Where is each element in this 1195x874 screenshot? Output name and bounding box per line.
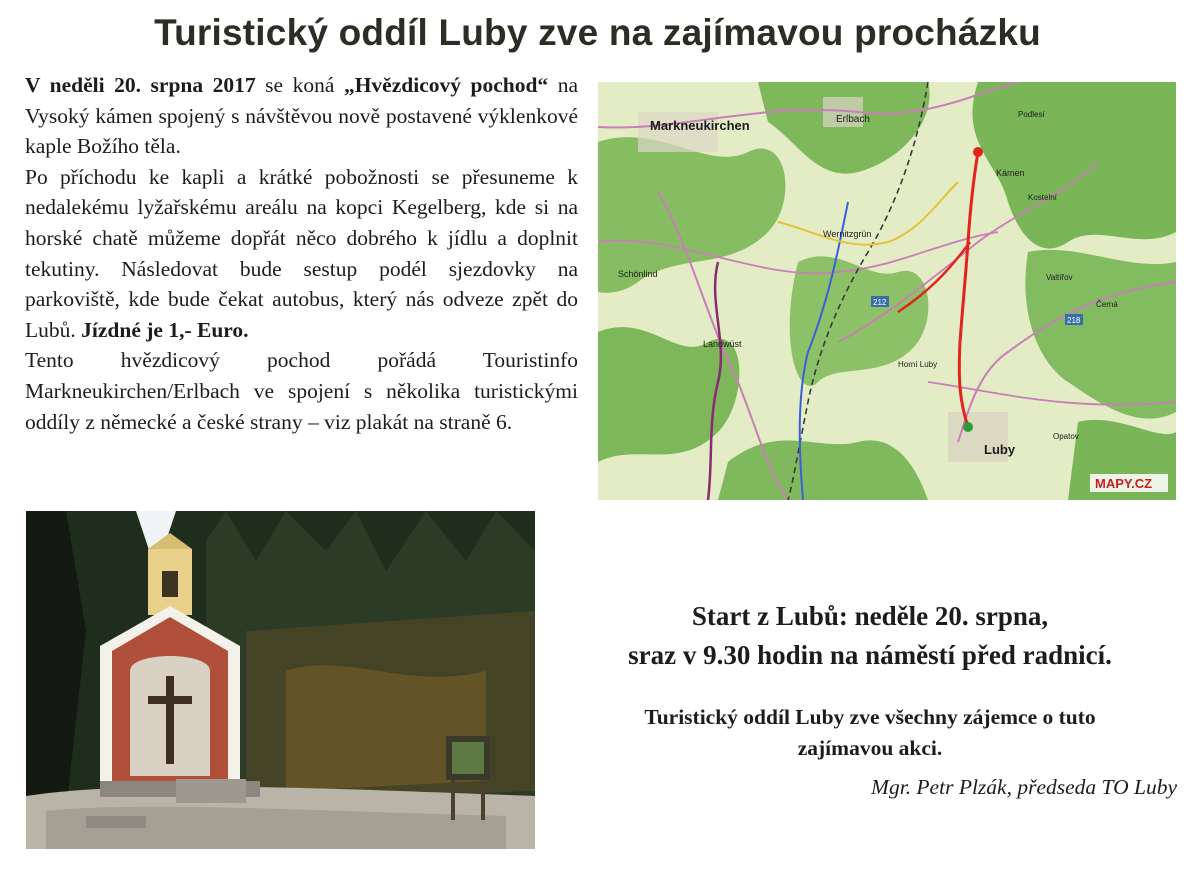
map-label-wernitzgrun: Wernitzgrün xyxy=(823,229,872,239)
map-label-horni-luby: Horní Luby xyxy=(898,360,938,369)
signature: Mgr. Petr Plzák, předseda TO Luby xyxy=(871,775,1177,799)
map-label-luby: Luby xyxy=(984,442,1016,457)
map-logo xyxy=(1090,474,1168,492)
invitation xyxy=(560,702,1180,764)
svg-text:212: 212 xyxy=(873,298,887,307)
text-run: „Hvězdicový pochod“ xyxy=(343,73,549,97)
text-run: V neděli 20. srpna 2017 xyxy=(25,73,256,97)
text-run: Tento hvězdicový pochod pořádá Touristinfo Markneukirchen/Erlbach ve spojení s několika turistickými oddíly z německé a české strany – viz plakát na straně 6. xyxy=(25,348,578,434)
text-run: na Vysoký kámen spojený s návštěvou nově postavené výklenkové kaple Božího těla. xyxy=(25,73,579,159)
article-body xyxy=(25,70,578,437)
text-run: Jízdné je 1,- Euro. xyxy=(81,317,249,342)
map-label-kostelni: Kostelní xyxy=(1028,193,1057,202)
invite-line-1: Turistický oddíl Luby zve všechny zájemce o tuto xyxy=(644,705,1096,729)
road-sign-212 xyxy=(871,296,889,307)
map-label-landwust: Landwüst xyxy=(703,339,742,349)
start-info xyxy=(560,597,1180,675)
invite-line-2: zajímavou akci. xyxy=(797,736,943,760)
article-paragraph-1 xyxy=(25,70,578,162)
map-label-opatov: Opatov xyxy=(1053,432,1079,441)
text-run: se koná xyxy=(255,73,344,97)
chapel-photo-graphic xyxy=(26,511,535,849)
svg-text:MAPY.CZ: MAPY.CZ xyxy=(1095,476,1153,491)
map-graphic xyxy=(598,82,1176,500)
start-line-1: Start z Lubů: neděle 20. srpna, xyxy=(691,601,1049,631)
article-paragraph-3 xyxy=(25,345,578,437)
map-label-markneukirchen: Markneukirchen xyxy=(650,118,750,133)
chapel-photo xyxy=(26,511,535,849)
svg-text:218: 218 xyxy=(1067,316,1081,325)
page-title: Turistický oddíl Luby zve na zajímavou procházku xyxy=(154,12,1041,53)
text-run: Po příchodu ke kapli a krátké pobožnosti se přesuneme k nedalekému lyžařskému areálu na kopci Kegelberg, kde si na horské chatě můžeme dopřát něco dobrého k jídlu a doplnit tekutiny. Následovat bude sestup podél sjezdovky na parkoviště, kde bude čekat autobus, který nás odveze zpět do Lubů. xyxy=(25,164,578,342)
map-label-kamen: Kámen xyxy=(996,168,1025,178)
article-paragraph-2 xyxy=(25,162,578,346)
road-sign-218 xyxy=(1065,314,1083,325)
route-map xyxy=(598,82,1176,500)
map-label-erlbach: Erlbach xyxy=(836,114,870,125)
map-label-cerna: Černá xyxy=(1096,300,1118,309)
start-line-2: sraz v 9.30 hodin na náměstí před radnicí. xyxy=(628,640,1112,670)
map-label-valtirov: Valtířov xyxy=(1046,273,1073,282)
map-label-schonlind: Schönlind xyxy=(618,269,658,279)
map-label-podlesi: Podlesí xyxy=(1018,110,1045,119)
